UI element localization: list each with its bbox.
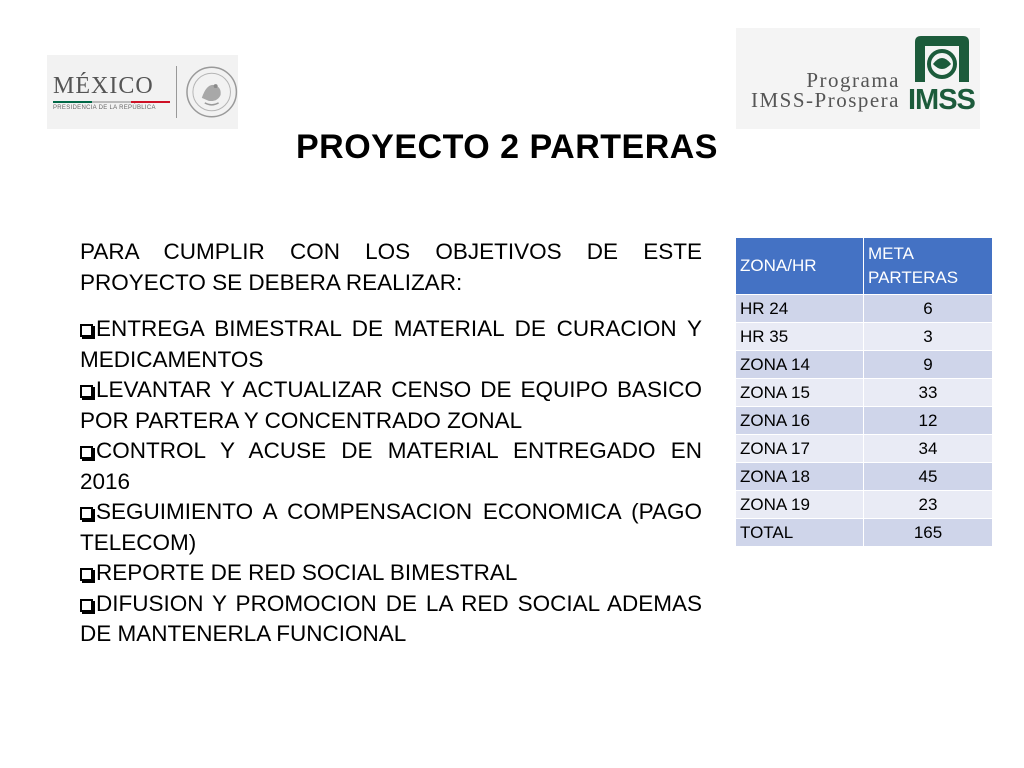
table-header-row bbox=[736, 238, 993, 295]
zona-cell: HR 35 bbox=[736, 323, 864, 351]
bullet-item bbox=[80, 558, 702, 589]
bullet-item bbox=[80, 497, 702, 558]
table-row bbox=[736, 379, 993, 407]
bullet-item bbox=[80, 375, 702, 436]
table-row bbox=[736, 407, 993, 435]
table-row bbox=[736, 295, 993, 323]
table-total-row bbox=[736, 519, 993, 547]
page-title: PROYECTO 2 PARTERAS bbox=[296, 128, 718, 166]
bullet-text: ENTREGA BIMESTRAL DE MATERIAL DE CURACION Y MEDICAMENTOS bbox=[80, 316, 702, 372]
checkbox-bullet-icon bbox=[80, 568, 93, 581]
meta-cell: 3 bbox=[864, 323, 993, 351]
meta-cell: 9 bbox=[864, 351, 993, 379]
column-header-zona: ZONA/HR bbox=[736, 238, 864, 295]
zona-cell: ZONA 16 bbox=[736, 407, 864, 435]
meta-cell: 45 bbox=[864, 463, 993, 491]
bullet-text: REPORTE DE RED SOCIAL BIMESTRAL bbox=[96, 560, 518, 585]
zona-cell: ZONA 14 bbox=[736, 351, 864, 379]
imss-prospera-logo bbox=[736, 28, 980, 129]
bullet-item bbox=[80, 589, 702, 650]
imss-eagle-icon bbox=[911, 34, 973, 84]
table-row bbox=[736, 323, 993, 351]
intro-paragraph: PARA CUMPLIR CON LOS OBJETIVOS DE ESTE PROYECTO SE DEBERA REALIZAR: bbox=[80, 239, 702, 295]
bullet-text: LEVANTAR Y ACTUALIZAR CENSO DE EQUIPO BASICO POR PARTERA Y CONCENTRADO ZONAL bbox=[80, 377, 702, 433]
imss-logo-line1: Programa bbox=[806, 68, 900, 92]
meta-cell: 6 bbox=[864, 295, 993, 323]
meta-cell: 23 bbox=[864, 491, 993, 519]
zona-cell: ZONA 19 bbox=[736, 491, 864, 519]
imss-wordmark: IMSS bbox=[908, 84, 975, 116]
zona-cell: ZONA 18 bbox=[736, 463, 864, 491]
table-row bbox=[736, 491, 993, 519]
meta-cell: 33 bbox=[864, 379, 993, 407]
national-seal-icon bbox=[185, 65, 238, 119]
bullet-text: SEGUIMIENTO A COMPENSACION ECONOMICA (PAGO TELECOM) bbox=[80, 499, 702, 555]
meta-cell: 12 bbox=[864, 407, 993, 435]
zona-cell: ZONA 15 bbox=[736, 379, 864, 407]
mexico-presidency-logo bbox=[47, 55, 238, 129]
imss-logo-line2: IMSS-Prospera bbox=[751, 88, 900, 112]
mexico-logo-subtitle: PRESIDENCIA DE LA REPÚBLICA bbox=[53, 105, 156, 111]
meta-cell: 165 bbox=[864, 519, 993, 547]
table-row bbox=[736, 351, 993, 379]
bullet-text: CONTROL Y ACUSE DE MATERIAL ENTREGADO EN 2016 bbox=[80, 438, 702, 494]
checkbox-bullet-icon bbox=[80, 599, 93, 612]
table-row bbox=[736, 435, 993, 463]
meta-parteras-table bbox=[735, 237, 993, 547]
meta-cell: 34 bbox=[864, 435, 993, 463]
logo-divider bbox=[176, 66, 177, 118]
mexico-logo-text bbox=[53, 73, 170, 111]
table-row bbox=[736, 463, 993, 491]
zona-cell: TOTAL bbox=[736, 519, 864, 547]
bullet-item bbox=[80, 436, 702, 497]
zona-cell: HR 24 bbox=[736, 295, 864, 323]
checkbox-bullet-icon bbox=[80, 385, 93, 398]
bullet-text: DIFUSION Y PROMOCION DE LA RED SOCIAL ADEMAS DE MANTENERLA FUNCIONAL bbox=[80, 590, 702, 646]
zona-cell: ZONA 17 bbox=[736, 435, 864, 463]
checkbox-bullet-icon bbox=[80, 507, 93, 520]
bullet-item bbox=[80, 314, 702, 375]
checkbox-bullet-icon bbox=[80, 324, 93, 337]
mexico-logo-title: MÉXICO bbox=[53, 73, 154, 99]
column-header-meta: META PARTERAS bbox=[864, 238, 993, 295]
mexico-flag-stripe bbox=[53, 101, 170, 103]
checkbox-bullet-icon bbox=[80, 446, 93, 459]
objectives-text bbox=[80, 237, 702, 650]
